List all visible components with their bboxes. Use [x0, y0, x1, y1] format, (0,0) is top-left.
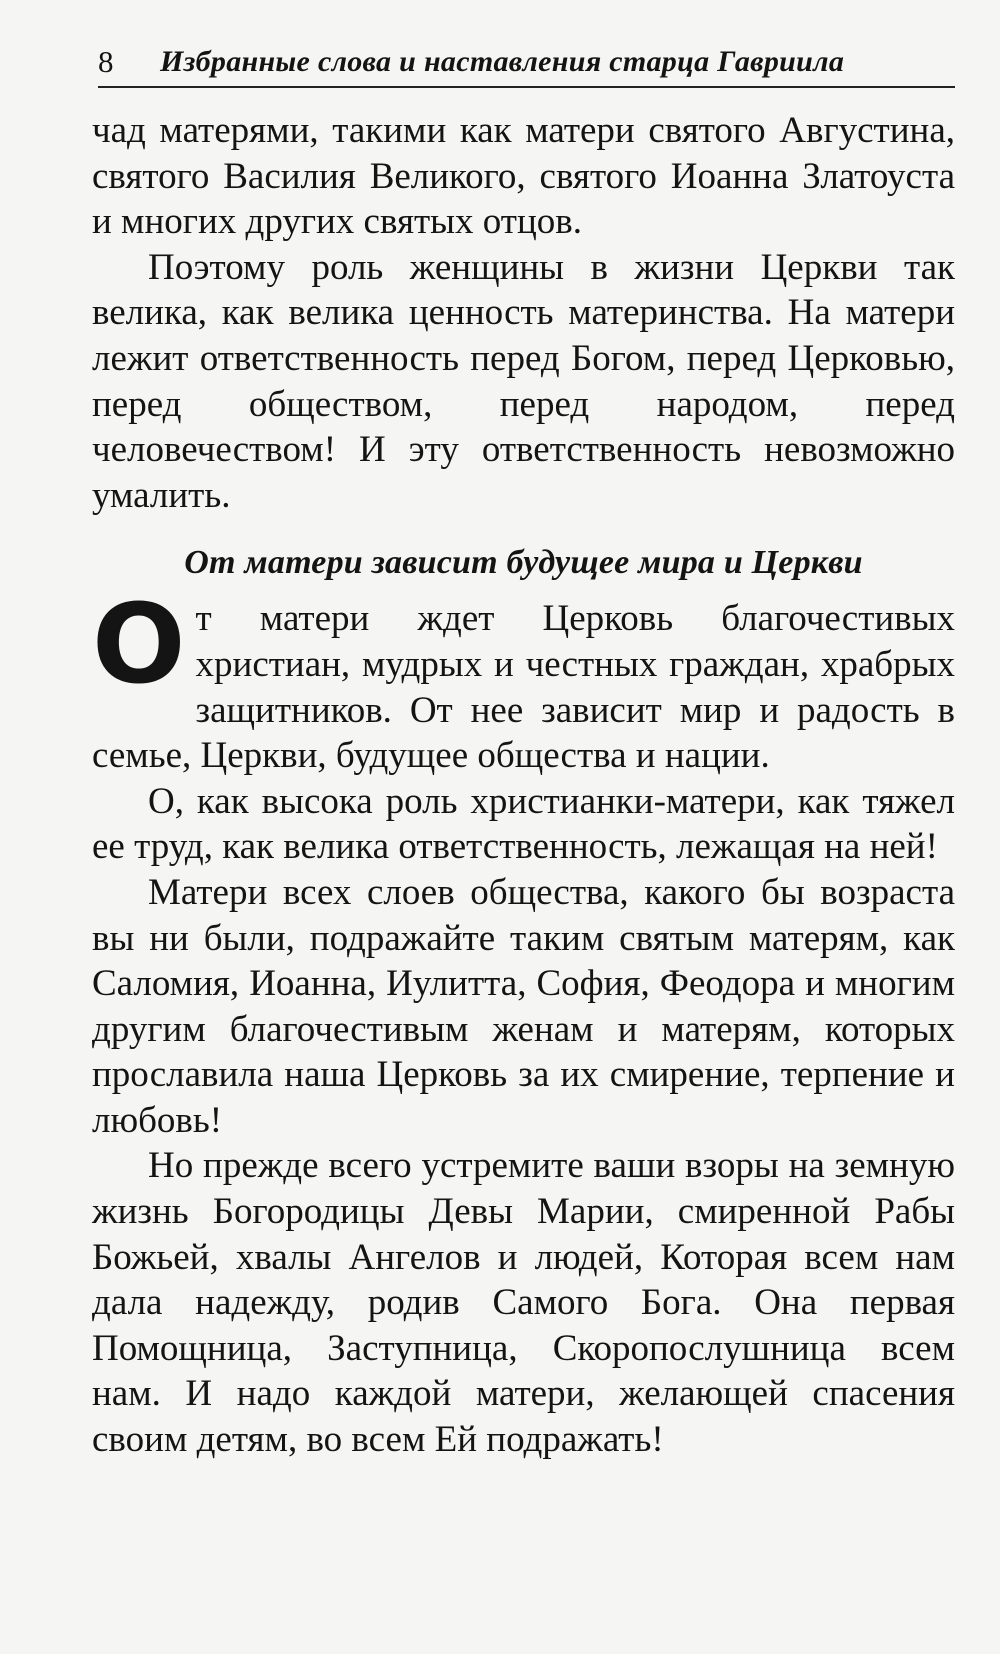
running-title: Избранные слова и наставления старца Гавриила — [160, 45, 845, 78]
section-heading: От матери зависит будущее мира и Церкви — [184, 544, 863, 582]
page-body — [92, 108, 955, 1463]
drop-cap-letter: О — [92, 580, 186, 709]
paragraph: чад матерями, такими как матери святого Августина, святого Василия Великого, святого Иоанна Златоуста и многих других святых отцов. — [92, 110, 955, 243]
paragraph: Матери всех слоев общества, какого бы возраста вы ни были, подражайте таким святым матерям, как Саломия, Иоанна, Иулитта, София, Феодора и многим другим благочестивым женам и матерям, которых прославила наша Церковь за их смирение, терпение и любовь! — [92, 871, 955, 1141]
paragraph: Поэтому роль женщины в жизни Церкви так велика, как велика ценность материнства. На матери лежит ответственность перед Богом, перед Церковью, перед обществом, перед народом, перед человечеством! И эту ответственность невозможно умалить. — [92, 246, 955, 516]
page-number: 8 — [98, 44, 114, 79]
paragraph: О, как высока роль христианки-матери, как тяжел ее труд, как велика ответственность, лежащая на ней! — [92, 780, 955, 868]
dropcap-paragraph — [92, 580, 955, 778]
paragraph: Но прежде всего устремите ваши взоры на земную жизнь Богородицы Девы Марии, смиренной Рабы Божьей, хвалы Ангелов и людей, Которая всем нам дала надежду, родив Самого Бога. Она первая Помощница, Заступница, Скоропослушница всем нам. И надо каждой матери, желающей спасения своим детям, во всем Ей подражать! — [92, 1145, 955, 1461]
dropcap-paragraph-text: т матери ждет Церковь благочестивых христиан, мудрых и честных граждан, храбрых защитников. От нее зависит мир и радость в семье, Церкви, будущее общества и нации. — [92, 598, 955, 777]
running-header — [98, 44, 955, 88]
